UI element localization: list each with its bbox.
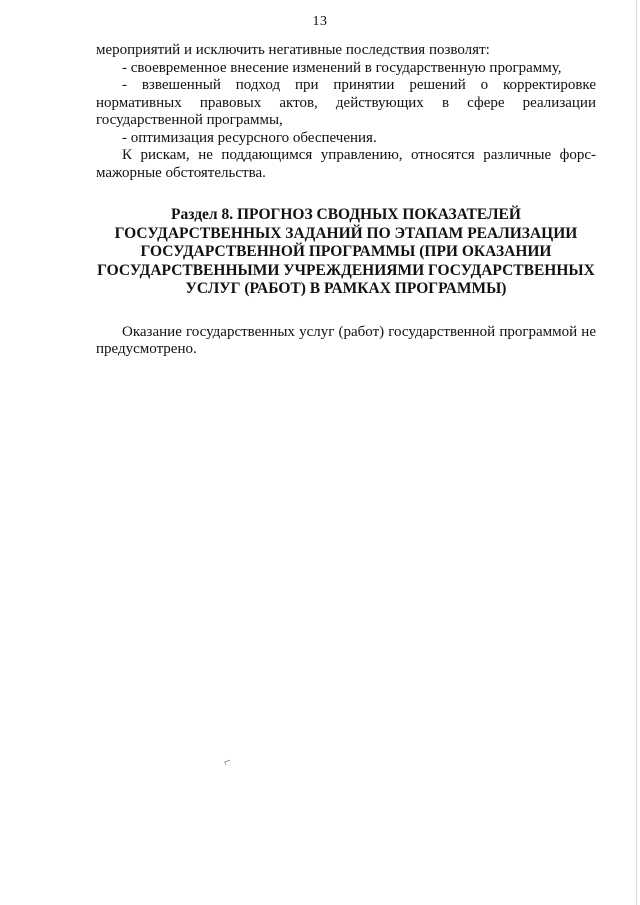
section-heading-line: Раздел 8. ПРОГНОЗ СВОДНЫХ ПОКАЗАТЕЛЕЙ	[171, 206, 521, 223]
intro-paragraph: мероприятий и исключить негативные последствия позволят:	[96, 42, 490, 58]
scan-mark: ⌐	[221, 753, 233, 769]
bullet-item: - оптимизация ресурсного обеспечения.	[122, 129, 377, 146]
force-majeure-paragraph: К рискам, не поддающимся управлению, относятся различные форс-мажорные обстоятельства.	[96, 147, 596, 181]
section-text: Оказание государственных услуг (работ) государственной программой не предусмотрено.	[96, 323, 596, 357]
section-heading-line: ГОСУДАРСТВЕННЫМИ УЧРЕЖДЕНИЯМИ ГОСУДАРСТВЕННЫХ	[97, 261, 595, 279]
bullet-item: - своевременное внесение изменений в государственную программу,	[122, 59, 562, 76]
page-content	[96, 42, 596, 359]
page-number: 13	[312, 14, 328, 29]
section-heading	[96, 206, 596, 299]
section-heading-line: ГОСУДАРСТВЕННЫХ ЗАДАНИЙ ПО ЭТАПАМ РЕАЛИЗАЦИИ	[114, 224, 578, 242]
section-heading-line: УСЛУГ (РАБОТ) В РАМКАХ ПРОГРАММЫ)	[185, 280, 507, 297]
section-heading-line: ГОСУДАРСТВЕННОЙ ПРОГРАММЫ (ПРИ ОКАЗАНИИ	[140, 243, 552, 260]
bullet-item: - взвешенный подход при принятии решений о корректировке нормативных правовых актов, действующих в сфере реализации государственной программы,	[96, 77, 596, 128]
page-edge-line	[636, 0, 637, 905]
